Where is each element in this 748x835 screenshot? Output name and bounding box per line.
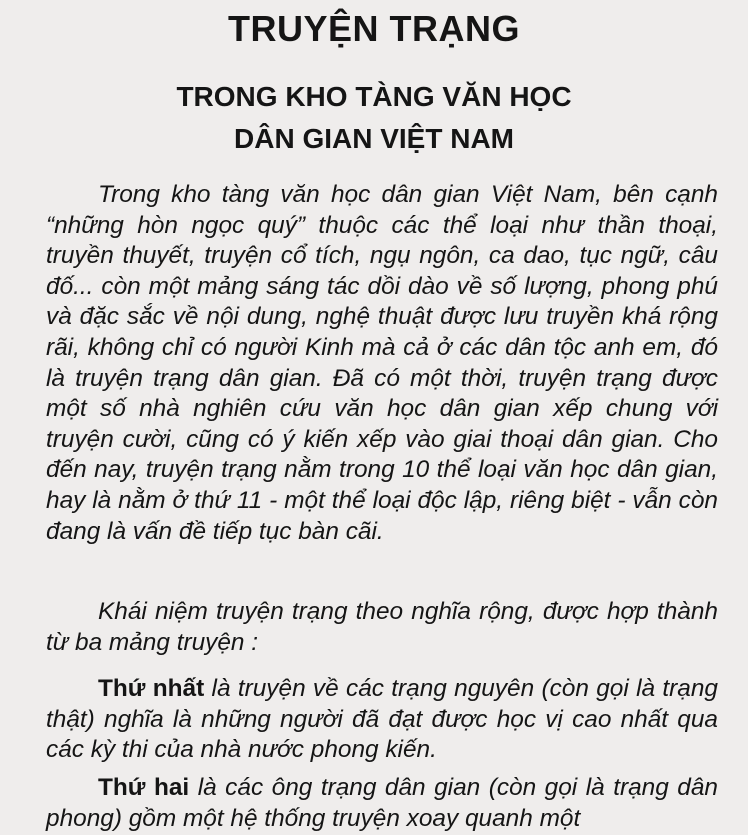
second-type-text: là các ông trạng dân gian (còn gọi là trạng dân phong) gồm một hệ thống truyện xoay quanh một [46, 774, 718, 832]
paragraph-intro: Trong kho tàng văn học dân gian Việt Nam, bên cạnh “những hòn ngọc quý” thuộc các thể loại như thần thoại, truyền thuyết, truyện cổ tích, ngụ ngôn, ca dao, tục ngữ, câu đố... còn một mảng sáng tác dồi dào về số lượng, phong phú và đặc sắc về nội dung, nghệ thuật được lưu truyền khá rộng rãi, không chỉ có người Kinh mà cả ở các dân tộc anh em, đó là truyện trạng dân gian. Đã có một thời, truyện trạng được một số nhà nghiên cứu văn học dân gian xếp chung với truyện cười, cũng có ý kiến xếp vào giai thoại dân gian. Cho đến nay, truyện trạng nằm trong 10 thể loại văn học dân gian, hay là nằm ở thứ 11 - một thể loại độc lập, riêng biệt - vẫn còn đang là vấn đề tiếp tục bàn cãi. [46, 181, 718, 545]
paragraph-concept: Khái niệm truyện trạng theo nghĩa rộng, được hợp thành từ ba mảng truyện : [46, 598, 718, 656]
paragraph-second-type [46, 773, 718, 834]
first-type-lead: Thứ nhất [98, 675, 205, 702]
subtitle-line-2: DÂN GIAN VIỆT NAM [234, 123, 514, 154]
paragraph-first-type [46, 674, 718, 766]
subtitle-line-1: TRONG KHO TÀNG VĂN HỌC [176, 81, 572, 112]
first-type-text: là truyện về các trạng nguyên (còn gọi là trạng thật) nghĩa là những người đã đạt được học vị cao nhất qua các kỳ thi của nhà nước phong kiến. [46, 675, 718, 764]
page-subtitle [0, 76, 748, 160]
page-title: TRUYỆN TRẠNG [228, 8, 520, 49]
second-type-lead: Thứ hai [98, 774, 190, 801]
